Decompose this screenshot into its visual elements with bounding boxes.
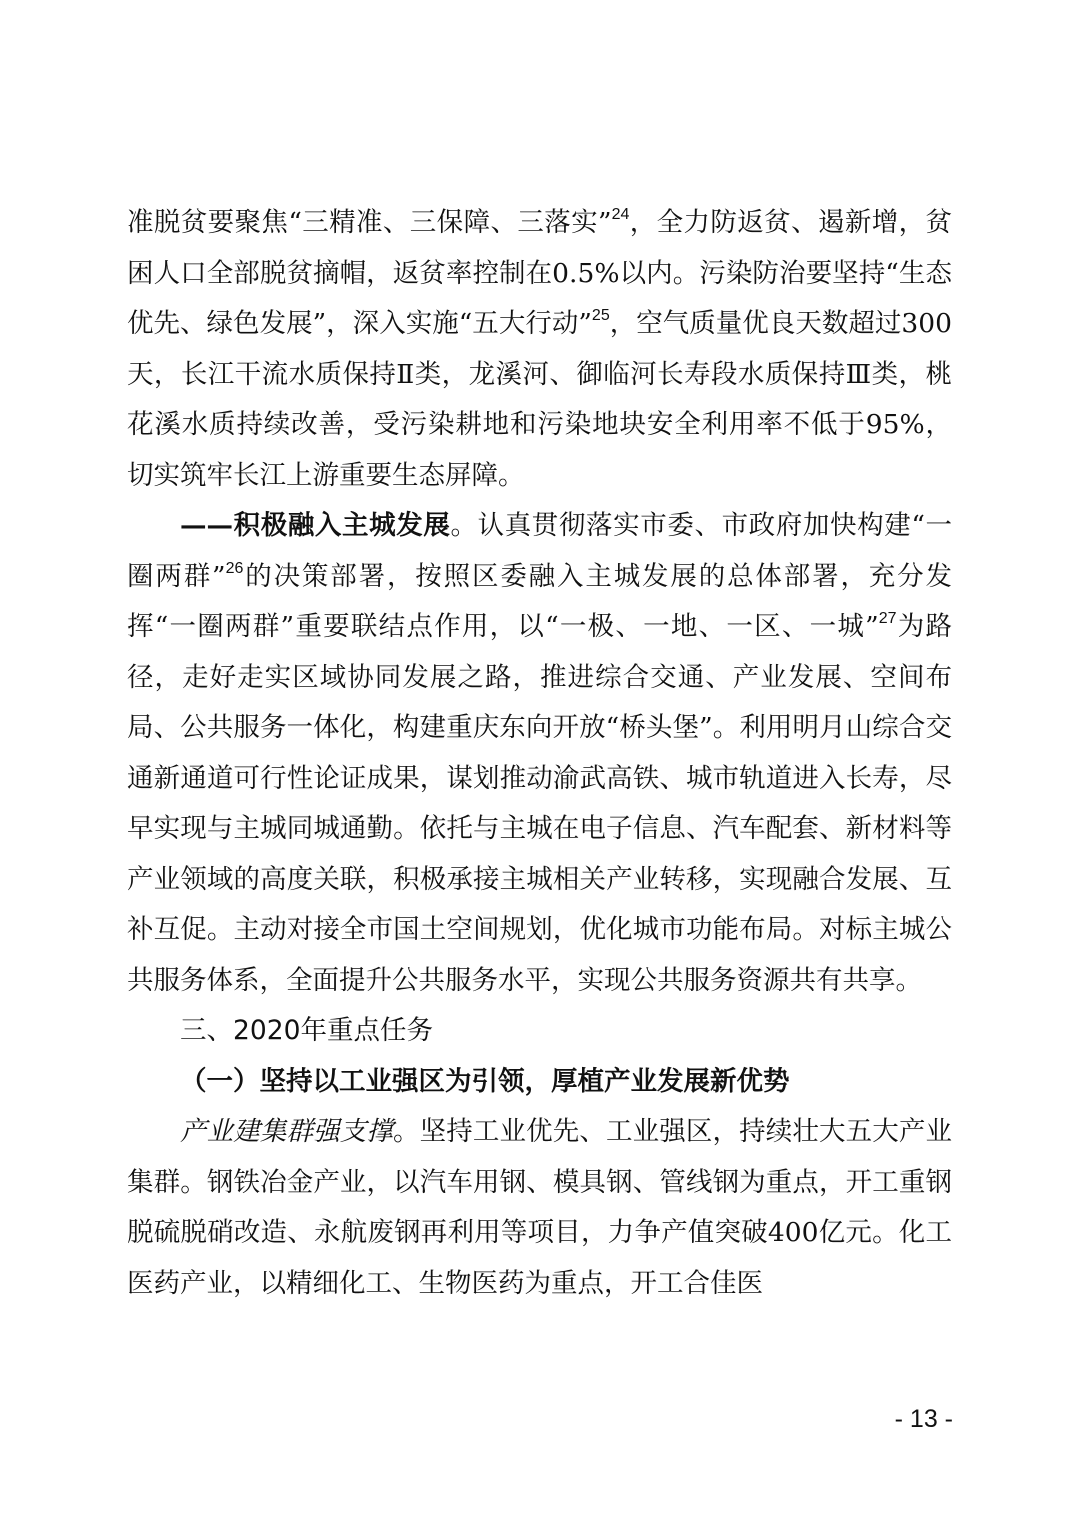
subsection-heading: （一）坚持以工业强区为引领，厚植产业发展新优势 [180,1065,790,1097]
text-run: ，空气质量优良天数超过300天，长江干流水质保持Ⅱ类，龙溪河、御临河长寿段水质保持Ⅲ类，桃花溪水质持续改善，受污染耕地和污染地块安全利用率不低于95%，切实筑牢长江上游重要生态屏障。 [127,308,952,491]
page-number: - 13 - [894,1405,953,1433]
document-body [127,198,952,1309]
paragraph-integrate-main-city [127,501,952,1006]
footnote-ref-27[interactable]: 27 [878,610,897,627]
footnote-ref-24[interactable]: 24 [611,206,630,223]
text-run: 。认真贯彻落实市委、市政府加快构建“一圈两群” [127,510,952,592]
footnote-ref-26[interactable]: 26 [225,559,244,577]
paragraph-lead-heading: 产业建集群强支撑 [180,1116,393,1147]
text-run: 为路径，走好走实区域协同发展之路，推进综合交通、产业发展、空间布局、公共服务一体化，构建重庆东向开放“桥头堡”。利用明月山综合交通新通道可行性论证成果，谋划推动渝武高铁、城市轨道进入长寿，尽早实现与主城同城通勤。依托与主城在电子信息、汽车配套、新材料等产业领域的高度关联，积极承接主城相关产业转移，实现融合发展、互补互促。主动对接全市国土空间规划，优化城市功能布局。对标主城公共服务体系，全面提升公共服务水平，实现公共服务资源共有共享。 [127,611,952,996]
section-heading: 三、2020年重点任务 [180,1015,433,1046]
text-run: 。坚持工业优先、工业强区，持续壮大五大产业集群。钢铁冶金产业，以汽车用钢、模具钢、管线钢为重点，开工重钢脱硫脱硝改造、永航废钢再利用等项目，力争产值突破400亿元。化工医药产业，以精细化工、生物医药为重点，开工合佳医 [127,1116,952,1299]
paragraph-industry-clusters [127,1107,952,1309]
footnote-ref-25[interactable]: 25 [591,307,610,324]
paragraph-poverty-pollution [127,198,952,501]
paragraph-lead-heading: ——积极融入主城发展 [180,510,451,541]
text-run: 的决策部署，按照区委融入主城发展的总体部署，充分发挥“一圈两群”重要联结点作用，以“一极、一地、一区、一城” [127,560,952,642]
text-run: ，全力防返贫、遏新增，贫困人口全部脱贫摘帽，返贫率控制在0.5%以内。污染防治要坚持“生态优先、绿色发展”，深入实施“五大行动” [127,207,952,339]
text-run: 准脱贫要聚焦“三精准、三保障、三落实” [127,207,612,238]
